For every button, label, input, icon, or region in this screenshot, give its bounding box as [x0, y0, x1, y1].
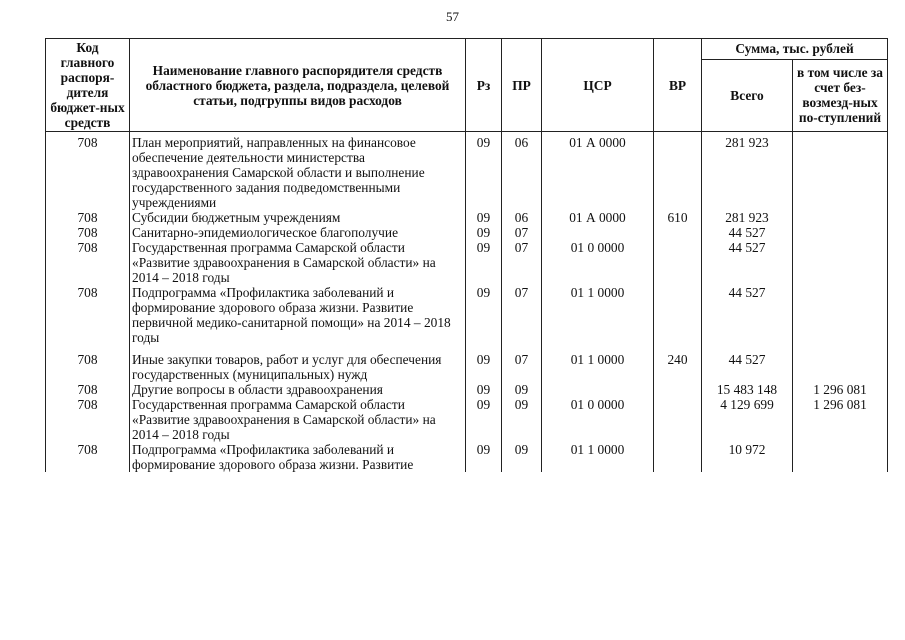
- row-total: 4 129 699: [702, 397, 793, 442]
- row-rz: 09: [466, 132, 502, 211]
- row-name: Государственная программа Самарской области «Развитие здравоохранения в Самарской области» на 2014 – 2018 годы: [130, 240, 466, 285]
- row-csr: [542, 382, 654, 397]
- row-free: [793, 225, 888, 240]
- row-name: Подпрограмма «Профилактика заболеваний и формирование здорового образа жизни. Развитие: [130, 442, 466, 472]
- row-csr: 01 0 0000: [542, 397, 654, 442]
- row-csr: 01 А 0000: [542, 132, 654, 211]
- row-rz: 09: [466, 225, 502, 240]
- row-total: 281 923: [702, 210, 793, 225]
- row-pr: 09: [502, 397, 542, 442]
- table-row: [46, 442, 888, 472]
- row-csr: 01 1 0000: [542, 285, 654, 345]
- row-pr: 06: [502, 210, 542, 225]
- table-row: [46, 382, 888, 397]
- row-total: 44 527: [702, 345, 793, 382]
- row-pr: 06: [502, 132, 542, 211]
- table-row: [46, 132, 888, 211]
- row-rz: 09: [466, 382, 502, 397]
- table-row: [46, 345, 888, 382]
- row-free: [793, 132, 888, 211]
- row-code: 708: [46, 285, 130, 345]
- row-free: 1 296 081: [793, 397, 888, 442]
- budget-table: [45, 38, 888, 472]
- row-pr: 07: [502, 240, 542, 285]
- row-vr: 610: [654, 210, 702, 225]
- header-name: Наименование главного распорядителя средств областного бюджета, раздела, подраздела, целевой статьи, подгруппы видов расходов: [130, 39, 466, 132]
- row-vr: 240: [654, 345, 702, 382]
- row-name: Иные закупки товаров, работ и услуг для обеспечения государственных (муниципальных) нужд: [130, 345, 466, 382]
- table-row: [46, 240, 888, 285]
- row-pr: 09: [502, 382, 542, 397]
- row-vr: [654, 240, 702, 285]
- table-row: [46, 397, 888, 442]
- row-pr: 09: [502, 442, 542, 472]
- row-name: Санитарно-эпидемиологическое благополучие: [130, 225, 466, 240]
- header-vr: ВР: [654, 39, 702, 132]
- row-total: 281 923: [702, 132, 793, 211]
- row-name: Субсидии бюджетным учреждениям: [130, 210, 466, 225]
- row-free: 1 296 081: [793, 382, 888, 397]
- row-code: 708: [46, 132, 130, 211]
- row-code: 708: [46, 225, 130, 240]
- row-vr: [654, 397, 702, 442]
- row-name: Другие вопросы в области здравоохранения: [130, 382, 466, 397]
- row-total: 44 527: [702, 285, 793, 345]
- row-rz: 09: [466, 345, 502, 382]
- row-vr: [654, 442, 702, 472]
- row-csr: [542, 225, 654, 240]
- page-number: 57: [446, 9, 459, 24]
- header-free: в том числе за счет без-возмезд-ных по-ступлений: [793, 59, 888, 131]
- row-rz: 09: [466, 210, 502, 225]
- row-code: 708: [46, 210, 130, 225]
- row-rz: 09: [466, 285, 502, 345]
- row-name: План мероприятий, направленных на финансовое обеспечение деятельности министерства здравоохранения Самарской области и выполнение государственного задания подведомственными учреждениями: [130, 132, 466, 211]
- table-row: [46, 210, 888, 225]
- header-pr: ПР: [502, 39, 542, 132]
- row-free: [793, 240, 888, 285]
- header-total: Всего: [702, 59, 793, 131]
- row-name: Государственная программа Самарской области «Развитие здравоохранения в Самарской области» на 2014 – 2018 годы: [130, 397, 466, 442]
- header-csr: ЦСР: [542, 39, 654, 132]
- row-name: Подпрограмма «Профилактика заболеваний и формирование здорового образа жизни. Развитие первичной медико-санитарной помощи» на 2014 – 2018 годы: [130, 285, 466, 345]
- row-free: [793, 442, 888, 472]
- table-row: [46, 225, 888, 240]
- row-free: [793, 210, 888, 225]
- row-csr: 01 А 0000: [542, 210, 654, 225]
- table-row: [46, 285, 888, 345]
- row-code: 708: [46, 240, 130, 285]
- row-total: 15 483 148: [702, 382, 793, 397]
- row-total: 44 527: [702, 225, 793, 240]
- row-vr: [654, 132, 702, 211]
- row-vr: [654, 285, 702, 345]
- row-rz: 09: [466, 240, 502, 285]
- row-code: 708: [46, 345, 130, 382]
- row-code: 708: [46, 382, 130, 397]
- header-sum-group: Сумма, тыс. рублей: [702, 39, 888, 60]
- row-vr: [654, 225, 702, 240]
- row-csr: 01 0 0000: [542, 240, 654, 285]
- header-code: Код главного распоря-дителя бюджет-ных средств: [46, 39, 130, 132]
- row-code: 708: [46, 397, 130, 442]
- row-pr: 07: [502, 225, 542, 240]
- row-csr: 01 1 0000: [542, 345, 654, 382]
- row-pr: 07: [502, 345, 542, 382]
- row-rz: 09: [466, 397, 502, 442]
- row-free: [793, 285, 888, 345]
- row-csr: 01 1 0000: [542, 442, 654, 472]
- row-pr: 07: [502, 285, 542, 345]
- row-total: 44 527: [702, 240, 793, 285]
- row-vr: [654, 382, 702, 397]
- row-free: [793, 345, 888, 382]
- row-rz: 09: [466, 442, 502, 472]
- row-code: 708: [46, 442, 130, 472]
- header-rz: Рз: [466, 39, 502, 132]
- row-total: 10 972: [702, 442, 793, 472]
